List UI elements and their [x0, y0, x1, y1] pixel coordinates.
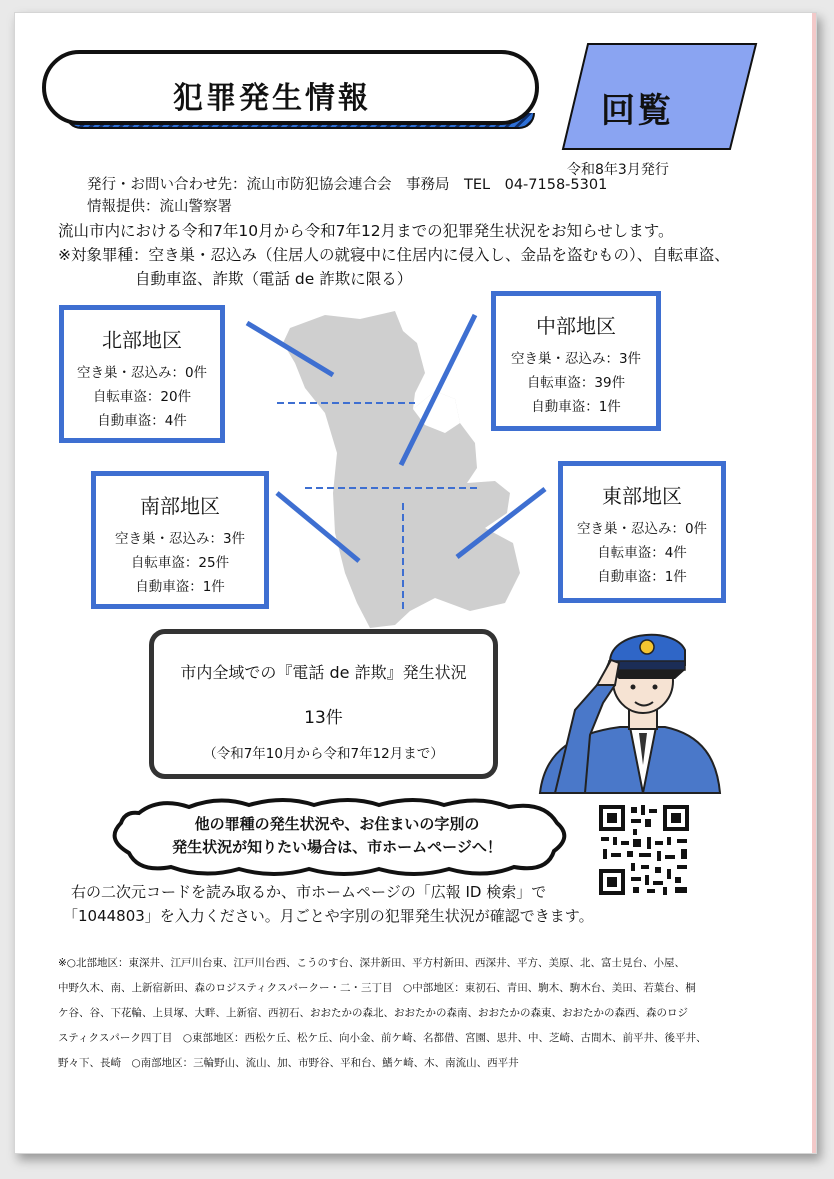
district-north-row: 空き巣・忍込み：0件 [76, 365, 208, 381]
callout-line-1: 他の罪種の発生状況や、お住まいの字別の [194, 815, 480, 833]
intro-text: 流山市内における令和7年10月から令和7年12月までの犯罪発生状況をお知らせします。 [58, 222, 674, 240]
info-source: 情報提供：流山警察署 [87, 199, 232, 215]
map-silhouette [283, 311, 520, 628]
issue-date: 令和8年3月発行 [567, 162, 669, 178]
phone-fraud-period: （令和7年10月から令和7年12月まで） [203, 746, 444, 762]
district-north-title: 北部地区 [102, 328, 182, 352]
district-north-row: 自動車盗：4件 [97, 413, 187, 429]
footnote-line: スティクスパーク四丁目 ○東部地区：西松ケ丘、松ケ丘、向小金、前ケ崎、名都借、宮園、思井、中、芝崎、古間木、前平井、後平井、 [58, 1032, 707, 1044]
district-central-row: 空き巣・忍込み：3件 [510, 351, 642, 367]
district-central-title: 中部地区 [536, 314, 616, 338]
police-officer-illustration [525, 615, 725, 795]
targets-line-1: ※対象罪種：空き巣・忍込み（住居人の就寝中に住居内に侵入し、金品を盗むもの）、自転車盗、 [58, 246, 730, 264]
footnote-line: ケ谷、谷、下花輪、上貝塚、大畔、上新宿、西初石、おおたかの森北、おおたかの森南、おおたかの森東、おおたかの森西、森のロジ [58, 1007, 688, 1019]
callout-line-2: 発生状況が知りたい場合は、市ホームページへ！ [172, 838, 502, 856]
phone-fraud-box [149, 629, 498, 779]
district-north-box [59, 305, 225, 443]
district-south-box [91, 471, 269, 609]
district-central-box [491, 291, 661, 431]
qr-code-icon[interactable] [597, 803, 691, 897]
publisher-info: 発行・お問い合わせ先：流山市防犯協会連合会 事務局 TEL 04-7158-5301 [87, 177, 608, 193]
district-east-title: 東部地区 [602, 484, 682, 508]
footnote-line: ※○北部地区：東深井、江戸川台東、江戸川台西、こうのす台、深井新田、平方村新田、西深井、平方、美原、北、富士見台、小屋、 [58, 957, 685, 969]
district-south-row: 自転車盗：25件 [130, 555, 230, 571]
phone-fraud-title: 市内全域での『電話 de 詐欺』発生状況 [180, 663, 467, 682]
flyer-page [14, 12, 817, 1154]
district-south-row: 空き巣・忍込み：3件 [114, 531, 246, 547]
district-east-row: 自転車盗：4件 [597, 545, 687, 561]
district-central-row: 自転車盗：39件 [526, 375, 626, 391]
footnote-line: 野々下、長崎 ○南部地区：三輪野山、流山、加、市野谷、平和台、鰭ケ崎、木、南流山、西平井 [58, 1057, 519, 1069]
district-south-title: 南部地区 [140, 494, 220, 518]
targets-line-2: 自動車盗、詐欺（電話 de 詐欺に限る） [135, 270, 413, 288]
callout-text [127, 813, 547, 859]
district-east-row: 空き巣・忍込み：0件 [576, 521, 708, 537]
phone-fraud-count: 13件 [304, 708, 343, 728]
district-east-box [558, 461, 726, 603]
qr-instruction-line-1: 右の二次元コードを読み取るか、市ホームページの「広報 ID 検索」で [71, 883, 547, 901]
district-footnote [58, 951, 758, 1076]
footnote-line: 中野久木、南、上新宿新田、森のロジスティクスパークー・二・三丁目 ○中部地区：東初石、青田、駒木、駒木台、美田、若葉台、桐 [58, 982, 696, 994]
district-south-row: 自動車盗：1件 [135, 579, 225, 595]
district-central-row: 自動車盗：1件 [531, 399, 621, 415]
kairan-tag-label: 回覧 [601, 91, 673, 131]
qr-instruction-line-2: 「1044803」を入力ください。月ごとや字別の犯罪発生状況が確認できます。 [63, 907, 594, 925]
district-north-row: 自転車盗：20件 [92, 389, 192, 405]
page-title: 犯罪発生情報 [173, 81, 371, 116]
district-east-row: 自動車盗：1件 [597, 569, 687, 585]
